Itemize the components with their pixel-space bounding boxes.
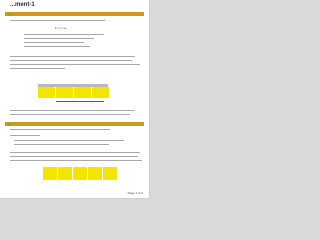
- text-line: [10, 110, 135, 111]
- page-number: Page 1 of 2: [127, 191, 143, 195]
- input-cell[interactable]: [58, 167, 72, 180]
- table-cell[interactable]: [92, 87, 110, 98]
- text-line: [10, 64, 140, 65]
- section-header-bar-2: [5, 122, 144, 126]
- table-cell[interactable]: [56, 87, 74, 98]
- equation-text: F = c / a: [55, 26, 66, 30]
- text-line: [24, 46, 90, 47]
- table-cell[interactable]: [74, 87, 92, 98]
- text-line: [24, 42, 84, 43]
- text-line: [10, 20, 105, 21]
- text-line: [10, 56, 135, 57]
- text-line: [10, 135, 40, 136]
- document-page: [0, 0, 149, 198]
- text-line: [14, 144, 109, 145]
- text-line: [10, 114, 130, 115]
- text-line: [24, 34, 104, 35]
- input-cell[interactable]: [88, 167, 102, 180]
- text-line: [10, 129, 110, 130]
- text-line: [10, 60, 132, 61]
- table-caption-line: [56, 100, 104, 103]
- section-header-label-1: ...: [8, 12, 11, 16]
- section-header-bar-1: [5, 12, 144, 16]
- text-line: [10, 152, 140, 153]
- text-line: [24, 38, 94, 39]
- text-line: [10, 156, 138, 157]
- input-cell[interactable]: [73, 167, 87, 180]
- data-table: [38, 84, 108, 98]
- text-line: [14, 140, 124, 141]
- text-line: [10, 68, 65, 69]
- section-header-label-2: ...: [8, 122, 11, 126]
- table-cell[interactable]: [38, 87, 56, 98]
- input-cell[interactable]: [43, 167, 57, 180]
- input-cell[interactable]: [103, 167, 117, 180]
- document-title: ...ment-1: [10, 2, 35, 8]
- text-line: [10, 160, 142, 161]
